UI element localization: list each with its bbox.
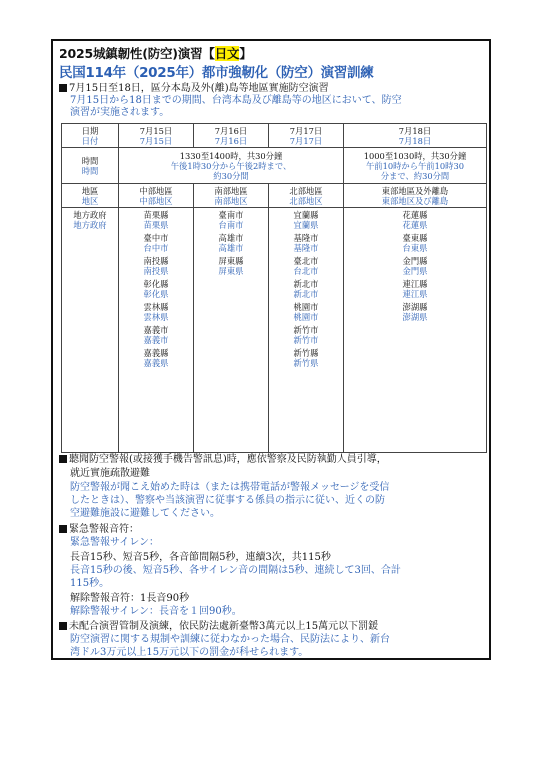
- document-frame: [51, 39, 491, 660]
- city-entry: 臺南市 台南市: [218, 210, 244, 230]
- bullet-square-icon: [59, 622, 67, 630]
- time-cell-b: 1000至1030時，共30分鐘 午前10時から午前10時30 分まで、約30分間: [344, 148, 487, 184]
- section2-line-zh: 長音15秒、短音5秒，各音節間隔5秒，連續3次，共115秒: [70, 552, 331, 563]
- date-cell: 7月16日 7月16日: [194, 124, 269, 148]
- section2-heading-zh: 緊急警報音符：: [59, 524, 139, 536]
- city-entry: 新北市 新北市: [293, 279, 319, 299]
- date-cell: 7月17日 7月17日: [269, 124, 344, 148]
- time-row: [62, 148, 487, 184]
- bullet-square-icon: [59, 525, 67, 533]
- intro-ja-line-1: 7月15日から18日までの期間、台湾本島及び離島等の地区において、防空: [70, 95, 402, 106]
- section3-zh: 未配合演習管制及演練，依民防法處新臺幣3萬元以上15萬元以下罰鍰: [59, 621, 378, 633]
- section2-release-zh: 解除警報音符：1長音90秒: [70, 593, 190, 604]
- bullet-square-icon: [59, 84, 67, 92]
- city-entry: 臺北市 台北市: [293, 256, 319, 276]
- document-subtitle: 民国114年（2025年）都市強靭化（防空）演習訓練: [59, 65, 374, 81]
- intro-zh: 7月15日至18日，區分本島及外(離)島等地區實施防空演習: [59, 83, 329, 95]
- section2-heading-ja: 緊急警報サイレン：: [70, 537, 160, 548]
- city-entry: 花蓮縣 花蓮県: [402, 210, 428, 230]
- section1-zh-line-1: 聽聞防空警報(或接獲手機告警訊息)時，應依警察及民防執勤人員引導，: [59, 454, 387, 466]
- city-entry: 宜蘭縣 宜蘭県: [293, 210, 319, 230]
- time-cell-a: 1330至1400時，共30分鐘 午後1時30分から午後2時まで、 約30分間: [119, 148, 344, 184]
- city-entry: 連江縣 連江県: [402, 279, 428, 299]
- date-cell: 7月15日 7月15日: [119, 124, 194, 148]
- city-list-central: [119, 208, 194, 453]
- government-label: 地方政府 地方政府: [62, 208, 119, 453]
- region-cell: 中部地區 中部地区: [119, 184, 194, 208]
- section2-release-ja: 解除警報サイレン：長音を１回90秒。: [70, 606, 242, 617]
- region-cell: 北部地區 北部地区: [269, 184, 344, 208]
- region-cell: 東部地區及外離島 東部地区及び離島: [344, 184, 487, 208]
- section1-zh-line-2: 就近實施疏散避難: [70, 468, 150, 479]
- section3-ja-line-1: 防空演習に関する規制や訓練に従わなかった場合、民防法により、新台: [70, 634, 390, 645]
- intro-ja-line-2: 演習が実施されます。: [70, 107, 170, 118]
- city-entry: 基隆市 基隆市: [293, 233, 319, 253]
- date-label: 日期 日付: [62, 124, 119, 148]
- city-list-south: [194, 208, 269, 453]
- city-entry: 屏東縣 屏東県: [218, 256, 244, 276]
- schedule-table: [61, 123, 487, 453]
- section2-line-ja-2: 115秒。: [70, 578, 110, 589]
- region-cell: 南部地區 南部地区: [194, 184, 269, 208]
- city-entry: 彰化縣 彰化県: [143, 279, 169, 299]
- document-title: 2025城鎮韌性(防空)演習【日文】: [59, 46, 252, 61]
- government-row: [62, 208, 487, 453]
- city-entry: 南投縣 南投県: [143, 256, 169, 276]
- city-entry: 澎湖縣 澎湖県: [402, 302, 428, 322]
- section1-ja-line-1: 防空警報が聞こえ始めた時は（または携帯電話が警報メッセージを受信: [70, 482, 390, 493]
- city-entry: 高雄市 高雄市: [218, 233, 244, 253]
- region-label: 地區 地区: [62, 184, 119, 208]
- bullet-square-icon: [59, 455, 67, 463]
- city-list-north: [269, 208, 344, 453]
- section2-line-ja-1: 長音15秒の後、短音5秒、各サイレン音の間隔は5秒、連続して3回、合計: [70, 565, 401, 576]
- city-entry: 苗栗縣 苗栗県: [143, 210, 169, 230]
- time-label: 時間 時間: [62, 148, 119, 184]
- section1-ja-line-2: したときは）、警察や当該演習に従事する係員の指示に従い、近くの防: [70, 495, 385, 506]
- city-entry: 新竹市 新竹市: [293, 325, 319, 345]
- section3-ja-line-2: 湾ドル3万元以上15万元以下の罰金が科せられます。: [70, 647, 309, 658]
- date-cell: 7月18日 7月18日: [344, 124, 487, 148]
- section1-ja-line-3: 空避難施設に避難してください。: [70, 508, 220, 519]
- city-entry: 臺中市 台中市: [143, 233, 169, 253]
- language-highlight: 日文: [214, 46, 240, 61]
- city-entry: 嘉義市 嘉義市: [143, 325, 169, 345]
- city-entry: 雲林縣 雲林県: [143, 302, 169, 322]
- city-entry: 桃園市 桃園市: [293, 302, 319, 322]
- city-entry: 嘉義縣 嘉義県: [143, 348, 169, 368]
- date-row: [62, 124, 487, 148]
- city-entry: 金門縣 金門県: [402, 256, 428, 276]
- city-entry: 臺東縣 台東県: [402, 233, 428, 253]
- city-list-east-islands: [344, 208, 487, 453]
- city-entry: 新竹縣 新竹県: [293, 348, 319, 368]
- region-row: [62, 184, 487, 208]
